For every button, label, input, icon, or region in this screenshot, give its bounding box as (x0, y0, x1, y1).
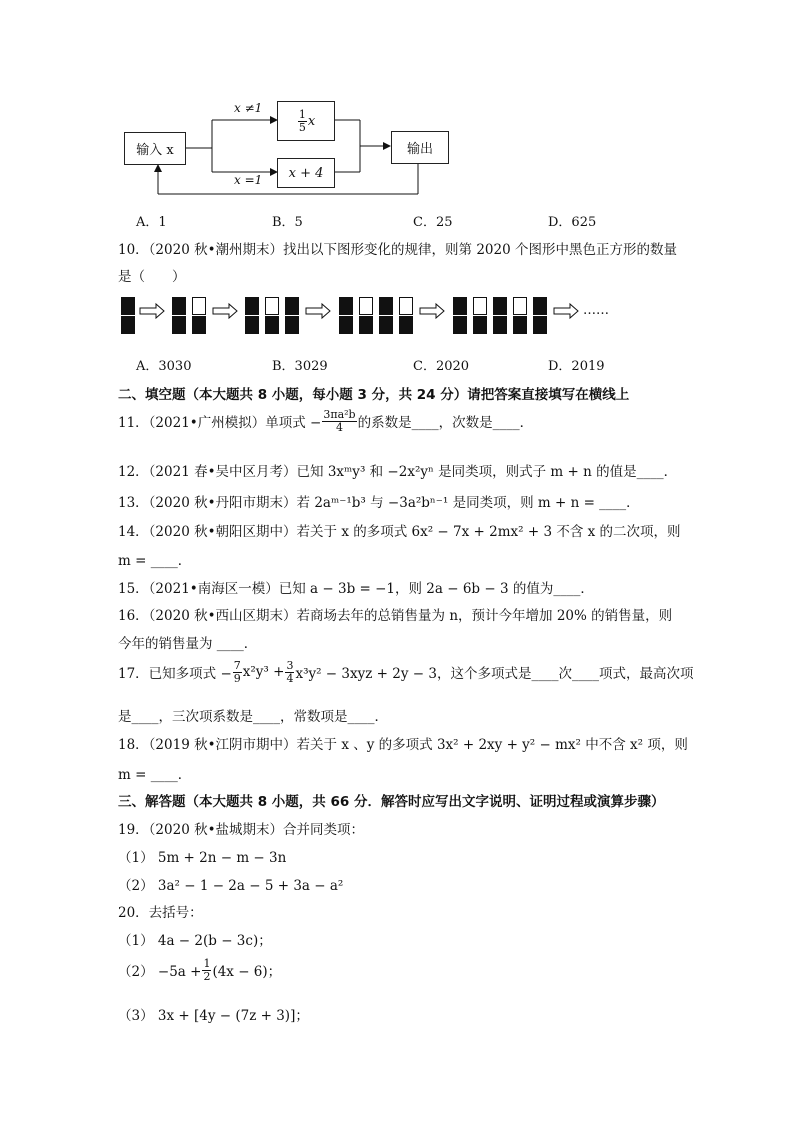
q10-option-a: A．3030 (136, 359, 192, 374)
q11-denominator: 4 (335, 420, 343, 434)
q20-2-post: (4x − 6)； (212, 964, 282, 981)
q20-2-pre: （2） −5a + (118, 964, 202, 981)
q19-part-2: （2） 3a² − 1 − 2a − 5 + 3a − a² (118, 878, 344, 894)
q9-option-a: A．1 (136, 215, 167, 230)
q15: 15．（2021•南海区一模）已知 a − 3b = −1，则 2a − 6b − 3 的值为____． (118, 581, 594, 597)
q13: 13．（2020 秋•丹阳市期末）若 2aᵐ⁻¹b³ 与 −3a²bⁿ⁻¹ 是同类项，则 m + n = ____． (118, 495, 640, 511)
q11-fraction (322, 409, 356, 433)
q20: 20．去括号： (118, 905, 203, 921)
q10-text-2: 是（ ） (118, 269, 186, 285)
q17-fraction-1 (233, 660, 242, 684)
q11-pre: 11．（2021•广州模拟）单项式 − (118, 415, 322, 432)
q12: 12．（2021 春•吴中区月考）已知 3xᵐy³ 和 −2x²yⁿ 是同类项，则式子 m + n 的值是____． (118, 464, 678, 480)
q17-f2-numerator: 3 (286, 659, 294, 672)
q10-option-c: C．2020 (413, 359, 470, 374)
q17-fraction-2 (285, 660, 294, 684)
q11-post: 的系数是____，次数是____． (357, 415, 534, 432)
q17-f1-denominator: 9 (233, 671, 241, 685)
section-2-heading: 二、填空题（本大题共 8 小题，每小题 3 分，共 24 分）请把答案直接填写在横线上 (118, 387, 630, 403)
pattern-ellipsis: …… (583, 303, 609, 318)
input-label: 输入 x (136, 143, 174, 158)
q9-option-d: D．625 (548, 215, 597, 230)
q20-part-3: （3） 3x + [4y − (7z + 3)]； (118, 1008, 309, 1024)
pattern-arrows (0, 0, 794, 340)
section-3-heading: 三、解答题（本大题共 8 小题，共 66 分．解答时应写出文字说明、证明过程或演算步骤） (118, 794, 665, 810)
q9-option-b: B．5 (272, 215, 303, 230)
q17-line-1 (118, 660, 693, 684)
q17-f1-numerator: 7 (233, 659, 241, 672)
add-box-label: x + 4 (288, 165, 324, 181)
q14-line-1: 14．（2020 秋•朝阳区期中）若关于 x 的多项式 6x² − 7x + 2mx² + 3 不含 x 的二次项，则 (118, 524, 681, 540)
q19-part-1: （1） 5m + 2n − m − 3n (118, 850, 287, 866)
q10-option-d: D．2019 (548, 359, 605, 374)
q17-mid: x²y³ + (242, 664, 285, 681)
q11-numerator: 3πa²b (323, 408, 356, 421)
q9-option-c: C．25 (413, 215, 453, 230)
q17-post: x³y² − 3xyz + 2y − 3，这个多项式是____次____项式，最高次项 (295, 666, 694, 683)
q11 (118, 409, 533, 433)
q20-part-2 (118, 958, 281, 982)
fraction-numerator: 1 (298, 107, 306, 121)
q14-line-2: m = ____． (118, 553, 192, 569)
q16-line-2: 今年的销售量为 ____． (118, 636, 258, 652)
q20-2-denominator: 2 (203, 969, 211, 983)
q20-2-numerator: 1 (203, 957, 211, 970)
condition-bottom: x =1 (234, 173, 263, 187)
output-label: 输出 (406, 142, 433, 157)
condition-top: x ≠1 (234, 101, 263, 115)
q17-f2-denominator: 4 (286, 671, 294, 685)
q19: 19．（2020 秋•盐城期末）合并同类项： (118, 822, 365, 838)
q16-line-1: 16．（2020 秋•西山区期末）若商场去年的总销售量为 n，预计今年增加 20% 的销售量，则 (118, 608, 673, 624)
q17-line-2: 是____，三次项系数是____，常数项是____． (118, 709, 388, 725)
q10-text: 10．（2020 秋•潮州期末）找出以下图形变化的规律，则第 2020 个图形中黑色正方形的数量 (118, 242, 677, 258)
q20-part-1: （1） 4a − 2(b − 3c)； (118, 933, 272, 949)
q17-pre: 17．已知多项式 − (118, 666, 232, 683)
fraction-denominator: 5 (298, 120, 306, 134)
q10-option-b: B．3029 (272, 359, 328, 374)
q18-line-2: m = ____． (118, 767, 192, 783)
box-variable: x (307, 113, 316, 129)
q20-2-fraction (202, 958, 211, 982)
q18-line-1: 18．（2019 秋•江阴市期中）若关于 x 、y 的多项式 3x² + 2xy + y² − mx² 中不含 x² 项，则 (118, 737, 688, 753)
